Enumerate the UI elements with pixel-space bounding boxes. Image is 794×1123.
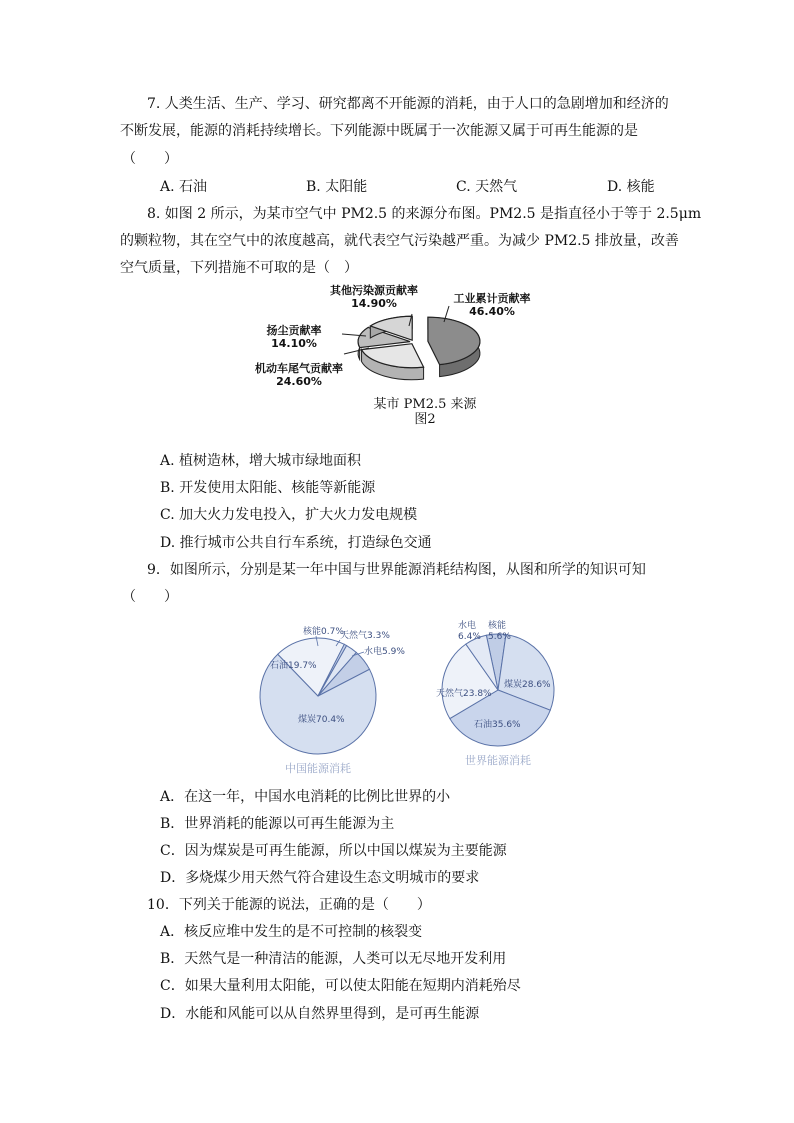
world-pie-label-1: 石油35.6%	[474, 720, 521, 730]
pm25-value-2: 14.10%	[271, 337, 317, 350]
q8-option-b: B. 开发使用太阳能、核能等新能源	[160, 480, 376, 496]
world-pie-label-4: 核能	[488, 621, 507, 631]
q7-line-2: 不断发展，能源的消耗持续增长。下列能源中既属于一次能源又属于可再生能源的是	[120, 123, 638, 139]
q8-line-2: 的颗粒物，其在空气中的浓度越高，就代表空气污染越严重。为减少 PM2.5 排放量，改善	[120, 233, 679, 249]
q7-line-3: （ ）	[122, 151, 178, 167]
q8-line-3: 空气质量，下列措施不可取的是（ ）	[120, 260, 358, 276]
pm25-label-2: 扬尘贡献率	[266, 324, 322, 337]
q9-option-a: A．在这一年，中国水电消耗的比例比世界的小	[160, 789, 451, 805]
world-pie-label-3-b: 6.4%	[458, 632, 481, 642]
pm25-value-3: 14.90%	[351, 297, 397, 310]
china-pie-label-4: 水电5.9%	[364, 647, 405, 657]
q8-option-c: C. 加大火力发电投入，扩大火力发电规模	[160, 507, 418, 523]
q7-option-c: C. 天然气	[456, 179, 518, 195]
pm25-label-0: 工业累计贡献率	[453, 292, 531, 305]
q9-line-1: 9．如图所示，分别是某一年中国与世界能源消耗结构图，从图和所学的知识可知	[147, 562, 646, 578]
pm25-chart-title: 某市 PM2.5 来源	[373, 397, 477, 412]
china-pie-label-3: 天然气3.3%	[340, 631, 390, 641]
q10-option-c: C．如果大量利用太阳能，可以使太阳能在短期内消耗殆尽	[160, 978, 521, 994]
world-pie-title: 世界能源消耗	[465, 754, 531, 767]
pm25-value-0: 46.40%	[469, 305, 515, 318]
q8-option-a: A. 植树造林，增大城市绿地面积	[160, 453, 362, 469]
q8-option-d: D. 推行城市公共自行车系统，打造绿色交通	[160, 535, 432, 551]
figure-2-label: 图2	[414, 412, 436, 427]
q10-option-a: A．核反应堆中发生的是不可控制的核裂变	[160, 924, 423, 940]
energy-pie-charts	[252, 614, 582, 774]
q9-option-c: C．因为煤炭是可再生能源，所以中国以煤炭为主要能源	[160, 843, 507, 859]
china-pie-label-2: 核能0.7%	[303, 627, 344, 637]
q9-line-2: （ ）	[122, 589, 178, 605]
china-pie-label-1: 石油19.7%	[270, 661, 317, 671]
q8-line-1: 8. 如图 2 所示，为某市空气中 PM2.5 的来源分布图。PM2.5 是指直径小于等于 2.5μm	[147, 206, 702, 222]
world-pie-label-4-b: 5.6%	[488, 632, 511, 642]
pm25-label-3: 其他污染源贡献率	[330, 284, 418, 297]
q7-option-d: D. 核能	[607, 179, 655, 195]
q9-option-d: D．多烧煤少用天然气符合建设生态文明城市的要求	[160, 870, 480, 886]
q9-option-b: B．世界消耗的能源以可再生能源为主	[160, 816, 395, 832]
q7-line-1: 7. 人类生活、生产、学习、研究都离不开能源的消耗，由于人口的急剧增加和经济的	[147, 96, 669, 112]
pm25-pie-chart	[244, 284, 564, 396]
world-pie-label-0: 煤炭28.6%	[504, 680, 551, 690]
q7-option-a: A. 石油	[160, 179, 208, 195]
pm25-value-1: 24.60%	[276, 375, 322, 388]
q7-option-b: B. 太阳能	[306, 179, 368, 195]
q10-line-1: 10．下列关于能源的说法，正确的是（ ）	[147, 897, 431, 913]
china-pie-label-0: 煤炭70.4%	[298, 715, 345, 725]
china-pie-title: 中国能源消耗	[285, 762, 351, 774]
q10-option-b: B．天然气是一种清洁的能源，人类可以无尽地开发利用	[160, 951, 507, 967]
world-pie-label-2: 天然气23.8%	[436, 689, 492, 699]
world-pie-label-3: 水电	[458, 621, 477, 631]
pm25-label-1: 机动车尾气贡献率	[255, 362, 343, 375]
q10-option-d: D．水能和风能可以从自然界里得到，是可再生能源	[160, 1006, 480, 1022]
